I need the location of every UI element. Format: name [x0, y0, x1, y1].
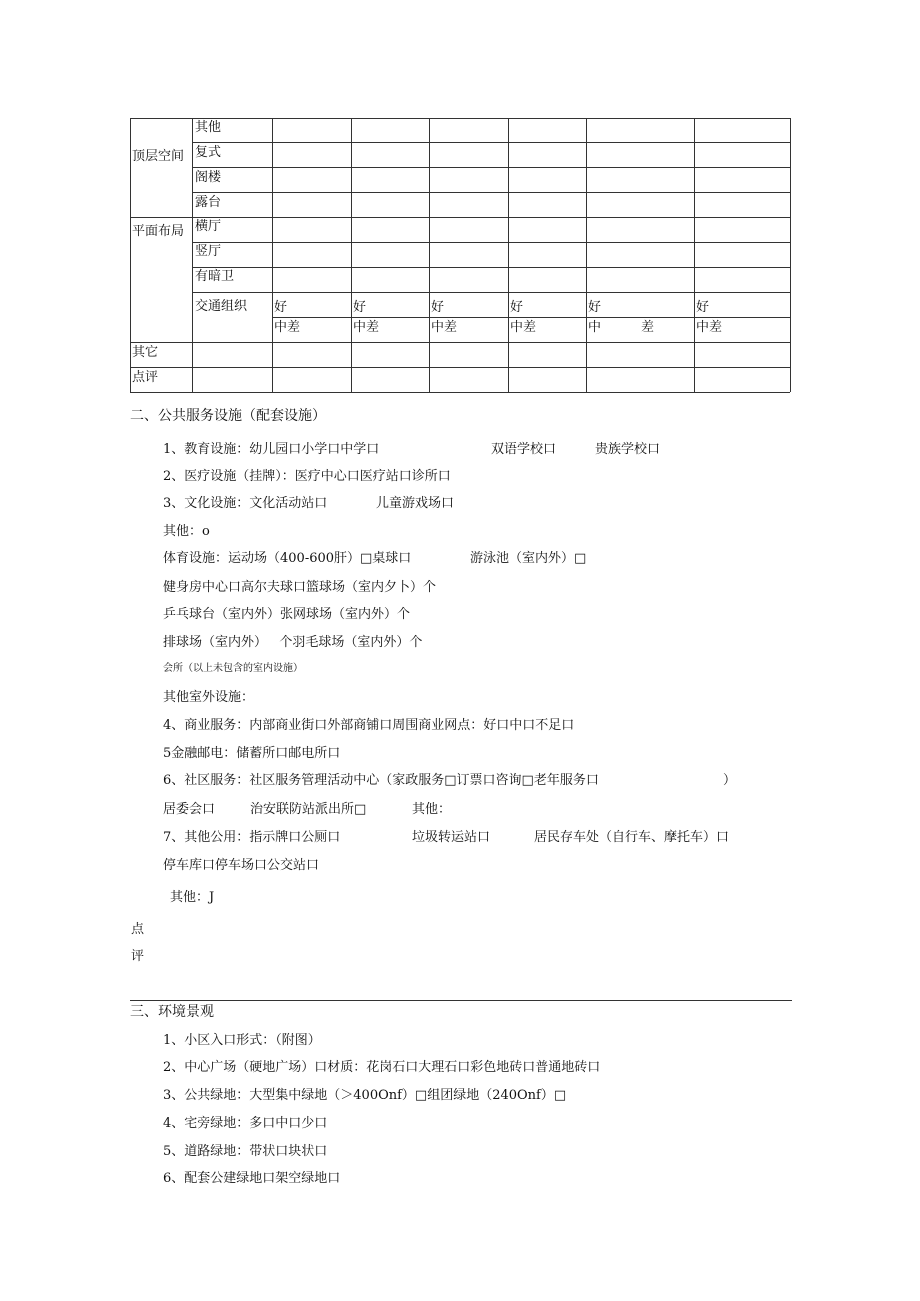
- finance-post: 5金融邮电：储蓄所口邮电所口: [163, 746, 341, 761]
- table-border: [192, 267, 790, 268]
- police-station: 治安联防站派出所□: [250, 802, 367, 817]
- table-border: [192, 118, 193, 392]
- section-divider: [130, 1000, 792, 1001]
- other-note-2: 其他：J: [170, 890, 215, 905]
- community-close-paren: ）: [723, 773, 737, 788]
- traffic-mid-bad: 中差: [353, 320, 380, 335]
- section-title-public-facilities: 二、公共服务设施（配套设施）: [130, 408, 326, 424]
- table-border: [130, 118, 131, 392]
- traffic-bad: 差: [641, 320, 655, 335]
- row-label: 有暗卫: [195, 269, 235, 284]
- landscape-item: 4、宅旁绿地：多口中口少口: [163, 1116, 328, 1131]
- other-note: 其他：o: [163, 524, 210, 539]
- traffic-mid-bad: 中差: [510, 320, 537, 335]
- parking-line: 停车库口停车场口公交站口: [163, 858, 320, 873]
- landscape-item: 6、配套公建绿地口架空绿地口: [163, 1171, 341, 1186]
- committee-other: 其他：: [412, 802, 452, 817]
- garbage-station: 垃圾转运站口: [412, 830, 491, 845]
- row-label: 阁楼: [195, 170, 222, 185]
- landscape-item: 3、公共绿地：大型集中绿地（＞400Onf）□组团绿地（240Onf）□: [163, 1088, 567, 1103]
- pingpong-line: 乒乓球台（室内外）张网球场（室内外）个: [163, 607, 411, 622]
- traffic-mid-bad: 中差: [274, 320, 301, 335]
- table-border: [192, 142, 790, 143]
- comment-label-2: 评: [131, 949, 145, 964]
- table-border: [694, 118, 695, 392]
- landscape-item: 5、道路绿地：带状口块状口: [163, 1144, 328, 1159]
- table-border: [130, 342, 790, 343]
- traffic-good: 好: [510, 300, 524, 315]
- row-label: 复式: [195, 145, 222, 160]
- culture-facilities: 3、文化设施：文化活动站口: [163, 496, 328, 511]
- table-border: [790, 118, 791, 392]
- medical-facilities: 2、医疗设施（挂牌）：医疗中心口医疗站口诊所口: [163, 469, 451, 484]
- club-note: 会所（以上未包含的室内设施）: [163, 663, 303, 674]
- row-label: 其他: [195, 120, 222, 135]
- traffic-mid: 中: [588, 320, 602, 335]
- traffic-good: 好: [274, 300, 288, 315]
- row-label: 交通组织: [195, 299, 248, 314]
- row-label: 横厅: [195, 219, 222, 234]
- table-border: [192, 167, 790, 168]
- volleyball-line: 排球场（室内外） 个羽毛球场（室内外）个: [163, 635, 423, 650]
- table-border: [130, 367, 790, 368]
- outdoor-other: 其他室外设施：: [163, 690, 255, 705]
- table-border: [351, 118, 352, 392]
- table-border: [130, 217, 790, 218]
- traffic-good: 好: [588, 300, 602, 315]
- group-label-floor-plan: 平面布局: [132, 224, 185, 239]
- public-utilities: 7、其他公用：指示牌口公厕口: [163, 830, 341, 845]
- sports-pool: 游泳池（室内外）□: [470, 551, 587, 566]
- table-border: [272, 317, 790, 318]
- table-border: [130, 392, 790, 393]
- table-border: [429, 118, 430, 392]
- traffic-good: 好: [353, 300, 367, 315]
- row-label: 竖厅: [195, 244, 222, 259]
- community-services: 6、社区服务：社区服务管理活动中心（家政服务□订票口咨询□老年服务口: [163, 773, 599, 788]
- table-border: [272, 118, 273, 392]
- table-border: [586, 118, 587, 392]
- gym-line: 健身房中心口高尔夫球口篮球场（室内夕卜）个: [163, 580, 437, 595]
- education-bilingual: 双语学校口: [491, 442, 557, 457]
- education-elite: 贵族学校口: [595, 442, 661, 457]
- section-title-landscape: 三、环境景观: [130, 1004, 214, 1020]
- row-label-other: 其它: [132, 345, 159, 360]
- row-label-comment: 点评: [132, 370, 159, 385]
- traffic-mid-bad: 中差: [431, 320, 458, 335]
- comment-label-1: 点: [131, 922, 145, 937]
- table-border: [192, 292, 790, 293]
- row-label: 露台: [195, 195, 222, 210]
- group-label-top-space: 顶层空间: [132, 149, 185, 164]
- traffic-good: 好: [696, 300, 710, 315]
- sports-facilities: 体育设施：运动场（400-600肝）□桌球口: [163, 551, 412, 566]
- culture-playground: 儿童游戏场口: [376, 496, 455, 511]
- committee: 居委会口: [163, 802, 216, 817]
- commerce-services: 4、商业服务：内部商业街口外部商铺口周围商业网点：好口中口不足口: [163, 718, 575, 733]
- table-border: [192, 192, 790, 193]
- traffic-good: 好: [431, 300, 445, 315]
- table-border: [130, 118, 790, 119]
- landscape-item: 2、中心广场（硬地广场）口材质：花岗石口大理石口彩色地砖口普通地砖口: [163, 1060, 601, 1075]
- landscape-item: 1、小区入口形式：（附图）: [163, 1033, 321, 1048]
- table-border: [508, 118, 509, 392]
- bike-storage: 居民存车处（自行车、摩托车）口: [534, 830, 730, 845]
- traffic-mid-bad: 中差: [696, 320, 723, 335]
- education-facilities: 1、教育设施：幼儿园口小学口中学口: [163, 442, 380, 457]
- table-border: [192, 242, 790, 243]
